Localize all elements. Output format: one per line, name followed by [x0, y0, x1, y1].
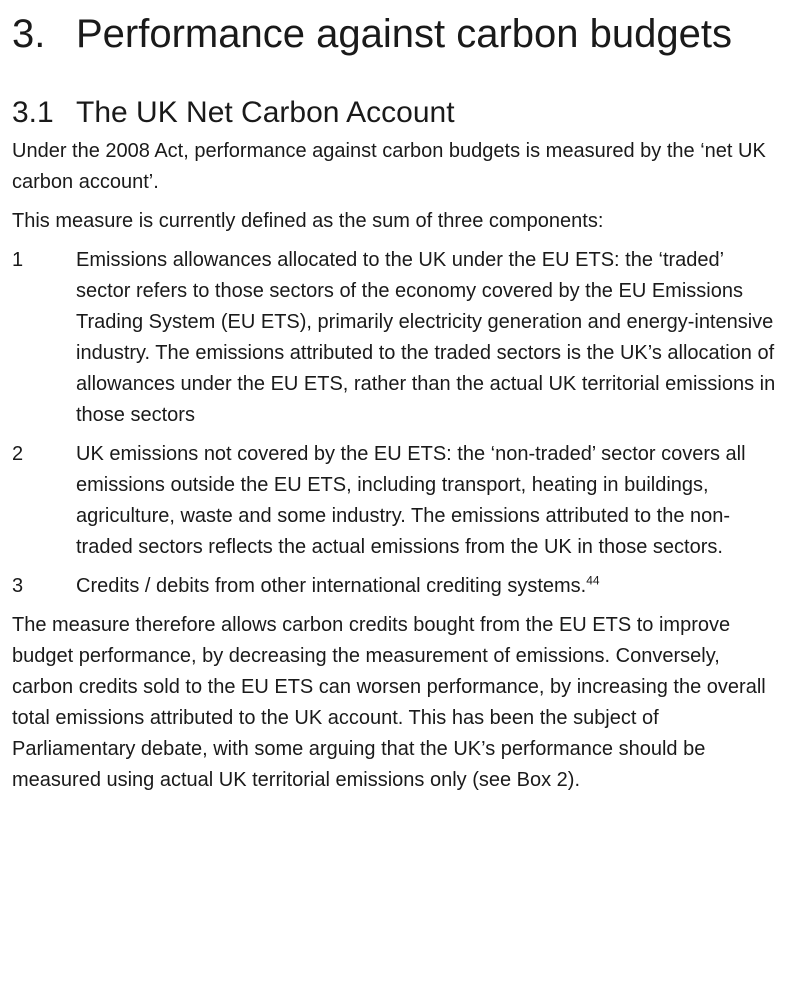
section-number: 3. — [12, 12, 46, 56]
subsection-title: The UK Net Carbon Account — [76, 96, 455, 129]
conclusion-paragraph: The measure therefore allows carbon credits bought from the EU ETS to improve budget performance, by decreasing the measurement of emissions. Conversely, carbon credits sold to the EU ETS can worsen performance, by increasing the overall total emissions attributed to the UK account. This has been the subject of Parliamentary debate, with some arguing that the UK’s performance should be measured using actual UK territorial emissions only (see Box 2). — [12, 614, 766, 791]
list-item-number: 3 — [12, 575, 24, 597]
document-page — [12, 0, 782, 796]
components-list — [12, 245, 782, 602]
list-item — [12, 245, 782, 431]
subsection-heading — [12, 94, 782, 132]
section-title: Performance against carbon budgets — [76, 12, 732, 56]
body-content — [12, 136, 782, 796]
intro-paragraph: Under the 2008 Act, performance against carbon budgets is measured by the ‘net UK carbon account’. — [12, 140, 766, 193]
list-item-number: 1 — [12, 249, 24, 271]
subsection-number: 3.1 — [12, 96, 54, 129]
section-heading — [12, 6, 782, 62]
list-item-text: UK emissions not covered by the EU ETS: the ‘non-traded’ sector covers all emissions outside the EU ETS, including transport, heating in buildings, agriculture, waste and some industry. The emissions attributed to the non-traded sectors reflects the actual emissions from the UK in those sectors. — [76, 443, 746, 558]
list-item-text: Credits / debits from other international crediting systems. — [76, 575, 587, 597]
list-item — [12, 571, 782, 602]
footnote-reference[interactable]: 44 — [586, 573, 600, 588]
components-intro-paragraph: This measure is currently defined as the sum of three components: — [12, 210, 604, 232]
list-item-text: Emissions allowances allocated to the UK under the EU ETS: the ‘traded’ sector refers to those sectors of the economy covered by the EU Emissions Trading System (EU ETS), primarily electricity generation and energy-intensive industry. The emissions attributed to the traded sectors is the UK’s allocation of allowances under the EU ETS, rather than the actual UK territorial emissions in those sectors — [76, 249, 776, 426]
list-item-content — [76, 571, 782, 602]
list-item-number: 2 — [12, 443, 24, 465]
list-item — [12, 439, 782, 563]
